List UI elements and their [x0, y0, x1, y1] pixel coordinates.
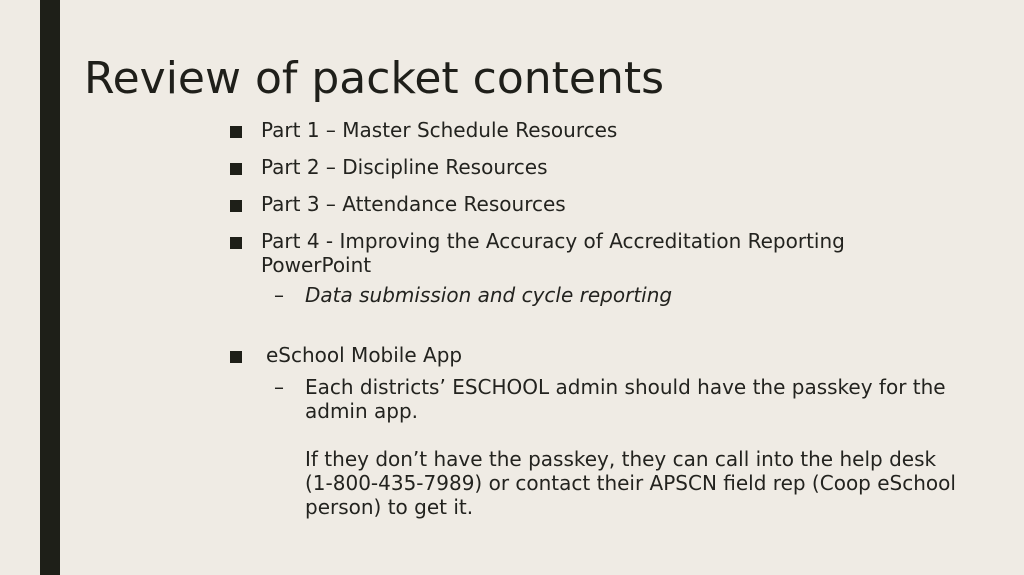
- bullet-text: eSchool Mobile App: [266, 343, 463, 367]
- bullet-item-part-2: [228, 155, 958, 179]
- square-bullet-icon: [230, 163, 242, 175]
- bullet-item-part-4: [228, 229, 958, 277]
- square-bullet-icon: [230, 237, 242, 249]
- bullet-item-part-1: [228, 118, 958, 142]
- dash-bullet-icon: –: [274, 283, 284, 307]
- bullet-text: Part 4 - Improving the Accuracy of Accreditation Reporting PowerPoint: [261, 229, 845, 277]
- sub-bullet-text: Each districts’ ESCHOOL admin should have the passkey for the admin app.: [305, 375, 946, 423]
- square-bullet-icon: [230, 126, 242, 138]
- sub-bullet-data-submission: [228, 283, 958, 307]
- bullet-item-eschool-app: [228, 343, 958, 367]
- bullet-text: Part 2 – Discipline Resources: [261, 155, 548, 179]
- slide-title: Review of packet contents: [84, 53, 665, 104]
- square-bullet-icon: [230, 200, 242, 212]
- accent-bar: [40, 0, 60, 575]
- sub-bullet-text-help: If they don’t have the passkey, they can call into the help desk (1-800-435-7989) or contact their APSCN field rep (Coop eSchool person) to get it.: [305, 447, 956, 519]
- square-bullet-icon: [230, 351, 242, 363]
- bullet-text: Part 1 – Master Schedule Resources: [261, 118, 618, 142]
- bullet-item-part-3: [228, 192, 958, 216]
- bullet-text: Part 3 – Attendance Resources: [261, 192, 566, 216]
- paragraph-gap: [305, 423, 958, 447]
- bullet-list: [228, 118, 958, 519]
- sub-bullet-passkey: [228, 375, 958, 519]
- spacer: [228, 307, 958, 343]
- sub-bullet-text: Data submission and cycle reporting: [305, 283, 673, 307]
- dash-bullet-icon: –: [274, 375, 284, 399]
